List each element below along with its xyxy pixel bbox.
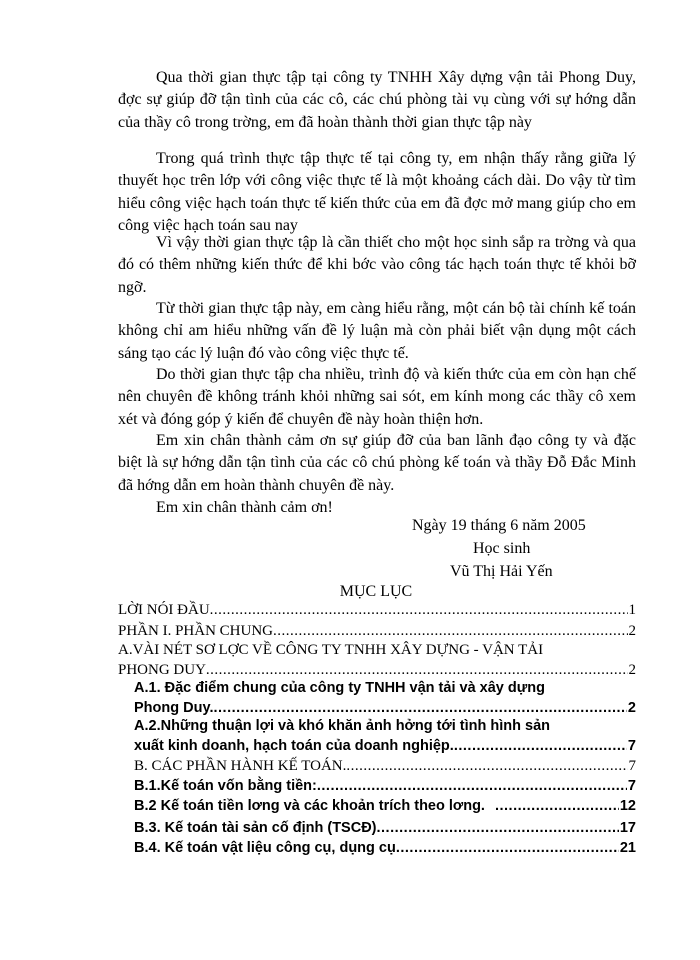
toc-page-number: 1 [628,602,636,618]
toc-leader [210,600,628,620]
toc-entry-text: A.1. Đặc điểm chung của công ty TNHH vận tải và xây dựng [134,680,545,696]
toc-entry-text: B.1.Kế toán vốn bằng tiền: [134,778,317,794]
toc-page-number: 21 [619,840,636,856]
toc-entry-text: A.VÀI NÉT SƠ LỢC VỀ CÔNG TY TNHH XÂY DỰNG - VẬN TẢI [118,642,544,658]
paragraph-5: Do thời gian thực tập cha nhiều, trình độ và kiến thức của em còn hạn chế nên chuyên đề không tránh khỏi những sai sót, em kính mong các thầy cô xem xét và đóng góp ý kiến để chuyên đề này hoàn thiện hơn. [118,366,636,428]
toc-entry-text: PHẦN I. PHẦN CHUNG [118,623,274,639]
toc-title: MỤC LỤC [339,583,413,600]
toc-entry-text: PHONG DUY [118,662,206,678]
toc-leader [485,796,619,816]
signature-role: Học sinh [473,540,531,557]
paragraph-4: Từ thời gian thực tập này, em càng hiểu rằng, một cán bộ tài chính kế toán không chỉ am hiểu những vấn đề lý luận mà còn phải biết vận dụng một cách sáng tạo các lý luận đó vào công việc thực tế. [118,300,636,362]
toc-leader [454,736,627,756]
signature-name: Vũ Thị Hải Yến [450,563,553,580]
toc-entry[interactable] [134,838,636,858]
toc-leader [213,698,626,718]
toc-entry[interactable] [118,621,636,641]
toc-page-number: 7 [627,778,636,794]
paragraph-6: Em xin chân thành cảm ơn sự giúp đỡ của ban lãnh đạo công ty và đặc biệt là sự hớng dẫn tận tình của các cô chú phòng kế toán và thầy Đỗ Đắc Minh đã hớng dẫn em hoàn thành chuyên đề này. [118,432,636,494]
toc-page-number: 7 [628,758,636,774]
toc-entry[interactable] [118,600,636,620]
toc-entry[interactable] [134,776,636,796]
toc-entry-text: xuất kinh doanh, hạch toán của doanh nghiệp. [134,738,454,754]
paragraph-3: Vì vậy thời gian thực tập là cần thiết cho một học sinh sắp ra trờng và qua đó có thêm những kiến thức để khi bớc vào công tác hạch toán thực tế khỏi bỡ ngỡ. [118,234,636,296]
toc-leader [317,776,627,796]
signature-date: Ngày 19 tháng 6 năm 2005 [412,517,586,534]
toc-leader [396,838,619,858]
toc-entry[interactable] [134,716,636,756]
toc-leader [273,621,627,641]
toc-page-number: 2 [627,700,636,716]
toc-entry-text: Phong Duy. [134,700,214,716]
toc-entry-text: A.2.Những thuận lợi và khó khăn ảnh hởng tới tình hình sản [134,718,551,734]
toc-page-number: 17 [619,820,636,836]
closing-thanks: Em xin chân thành cảm ơn! [156,499,333,516]
toc-entry[interactable] [134,756,636,776]
toc-entry-text: LỜI NÓI ĐẦU [118,602,210,618]
toc-entry[interactable] [134,678,636,718]
paragraph-1: Qua thời gian thực tập tại công ty TNHH Xây dựng vận tải Phong Duy, đợc sự giúp đỡ tận tình của các cô, các chú phòng tài vụ cùng với sự hớng dẫn của thầy cô trong trờng, em đã hoàn thành thời gian thực tập này [118,69,636,131]
toc-page-number: 12 [619,798,636,814]
paragraph-2: Trong quá trình thực tập thực tế tại công ty, em nhận thấy rằng giữa lý thuyết học trên lớp với công việc thực tế là một khoảng cách dài. Do vậy từ tìm hiểu công việc hạch toán thực tế kiến thức của em đã đợc mở mang giúp cho em công việc hạch toán sau nay [118,150,636,234]
toc-entry[interactable] [134,796,636,816]
toc-page-number: 2 [628,623,636,639]
toc-entry[interactable] [134,818,636,838]
toc-entry-text: B. CÁC PHẦN HÀNH KẾ TOÁN. [134,758,347,774]
toc-entry-text: B.4. Kế toán vật liệu công cụ, dụng cụ [134,840,396,856]
toc-leader [206,660,628,680]
toc-leader [377,818,619,838]
toc-entry-text: B.3. Kế toán tài sản cố định (TSCĐ) [134,820,377,836]
toc-entry-text: B.2 Kế toán tiền lơng và các khoản trích theo lơng. [134,798,485,814]
toc-leader [346,756,627,776]
toc-page-number: 7 [627,738,636,754]
toc-entry[interactable] [118,640,636,680]
toc-page-number: 2 [628,662,636,678]
